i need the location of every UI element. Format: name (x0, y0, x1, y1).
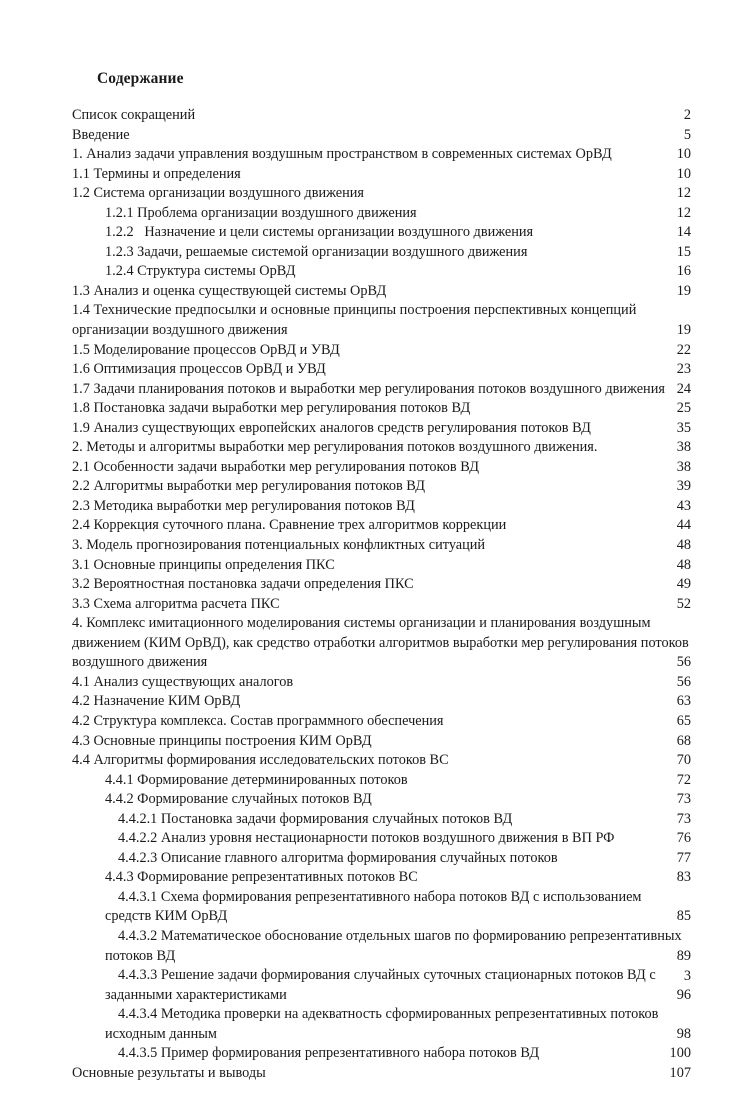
toc-entry-label: 4.1 Анализ существующих аналогов (72, 673, 294, 690)
toc-entry[interactable] (0, 829, 733, 849)
toc-entry[interactable] (0, 516, 733, 536)
toc-entry[interactable] (0, 301, 733, 340)
toc-entry-label: 1.8 Постановка задачи выработки мер регулирования потоков ВД (72, 400, 471, 417)
toc-entry[interactable] (0, 712, 733, 732)
toc-entry-page-number: 44 (676, 517, 691, 534)
toc-entry-label: 1.5 Моделирование процессов ОрВД и УВД (72, 341, 340, 358)
toc-entry-page-number: 39 (676, 478, 691, 495)
toc-entry[interactable] (0, 341, 733, 361)
toc-entry-label: 1. Анализ задачи управления воздушным пространством в современных системах ОрВД (72, 146, 612, 163)
toc-entry-label: 1.9 Анализ существующих европейских аналогов средств регулирования потоков ВД (72, 419, 591, 436)
toc-entry-page-number: 38 (676, 458, 691, 475)
toc-entry-page-number: 83 (676, 869, 691, 886)
toc-entry-page-number: 73 (676, 791, 691, 808)
toc-entry[interactable] (0, 223, 733, 243)
footer-page-number: 3 (683, 968, 691, 984)
toc-entry-page-number: 56 (676, 673, 691, 690)
toc-entry[interactable] (0, 692, 733, 712)
toc-entry[interactable] (0, 790, 733, 810)
toc-entry-label: 4. Комплекс имитационного моделирования системы организации и планирования воздушным движением (КИМ ОрВД), как средство отработки алгоритмов выработки мер регулирования потоков воздушного движения (72, 615, 693, 671)
toc-entry[interactable] (0, 145, 733, 165)
toc-entry-label: 1.2 Система организации воздушного движения (72, 185, 365, 202)
toc-entry[interactable] (0, 556, 733, 576)
toc-entry-page-number: 73 (676, 810, 691, 827)
toc-entry[interactable] (0, 810, 733, 830)
toc-entry-label: 1.1 Термины и определения (72, 165, 241, 182)
toc-entry-label: 4.4.2.1 Постановка задачи формирования случайных потоков ВД (118, 810, 513, 827)
toc-entry-page-number: 19 (676, 322, 691, 339)
page-title: Содержание (97, 70, 184, 87)
toc-entry-page-number: 12 (676, 185, 691, 202)
toc-entry-page-number: 70 (676, 752, 691, 769)
toc-entry[interactable] (0, 575, 733, 595)
toc-entry[interactable] (0, 927, 733, 966)
toc-entry-page-number: 12 (676, 204, 691, 221)
toc-entry[interactable] (0, 732, 733, 752)
toc-entry-page-number: 19 (676, 282, 691, 299)
toc-entry-page-number: 52 (676, 595, 691, 612)
toc-entry-page-number: 10 (676, 165, 691, 182)
toc-entry[interactable] (0, 438, 733, 458)
toc-entry-label: 1.2.2 Назначение и цели системы организации воздушного движения (105, 224, 534, 241)
toc-entry-page-number: 43 (676, 497, 691, 514)
toc-entry-page-number: 98 (676, 1025, 691, 1042)
toc-entry-label: 3.1 Основные принципы определения ПКС (72, 556, 335, 573)
toc-entry-label: 4.4.3.5 Пример формирования репрезентативного набора потоков ВД (118, 1045, 540, 1062)
toc-entry-page-number: 65 (676, 712, 691, 729)
toc-entry-label: 1.6 Оптимизация процессов ОрВД и УВД (72, 361, 326, 378)
toc-entry-page-number: 10 (676, 146, 691, 163)
toc-entry[interactable] (0, 497, 733, 517)
toc-entry-page-number: 63 (676, 693, 691, 710)
toc-entry-label: 1.3 Анализ и оценка существующей системы ОрВД (72, 282, 387, 299)
toc-entry-page-number: 96 (676, 986, 691, 1003)
toc-entry[interactable] (0, 849, 733, 869)
toc-entry[interactable] (0, 1064, 733, 1084)
toc-entry-label: 4.4.2.2 Анализ уровня нестационарности потоков воздушного движения в ВП РФ (118, 830, 615, 847)
toc-entry[interactable] (0, 243, 733, 263)
toc-entry-page-number: 16 (676, 263, 691, 280)
toc-entry[interactable] (0, 282, 733, 302)
toc-entry-label: 4.3 Основные принципы построения КИМ ОрВД (72, 732, 372, 749)
toc-entry-page-number: 15 (676, 243, 691, 260)
toc-entry-label: 4.4.3.1 Схема формирования репрезентативного набора потоков ВД с использованием средств КИМ ОрВД (105, 888, 646, 925)
toc-entry[interactable] (0, 477, 733, 497)
toc-entry-page-number: 24 (676, 380, 691, 397)
toc-entry-label: 2. Методы и алгоритмы выработки мер регулирования потоков воздушного движения. (72, 439, 598, 456)
toc-entry[interactable] (0, 1005, 733, 1044)
toc-entry-label: 3. Модель прогнозирования потенциальных конфликтных ситуаций (72, 537, 486, 554)
toc-entry[interactable] (0, 126, 733, 146)
toc-entry-page-number: 77 (676, 849, 691, 866)
toc-entry[interactable] (0, 360, 733, 380)
toc-entry-page-number: 107 (669, 1064, 691, 1081)
toc-entry-label: 1.7 Задачи планирования потоков и выработки мер регулирования потоков воздушного движения (72, 380, 665, 397)
toc-entry-page-number: 5 (683, 126, 691, 143)
toc-entry-page-number: 22 (676, 341, 691, 358)
toc-entry[interactable] (0, 1044, 733, 1064)
toc-entry-page-number: 56 (676, 654, 691, 671)
toc-entry-label: Список сокращений (72, 107, 196, 123)
toc-entry-page-number: 48 (676, 537, 691, 554)
toc-entry-label: 4.4.2.3 Описание главного алгоритма формирования случайных потоков (118, 849, 558, 866)
toc-entry-label: 1.4 Технические предпосылки и основные принципы построения перспективных концепций организации воздушного движения (72, 302, 640, 339)
toc-entry-label: 3.2 Вероятностная постановка задачи определения ПКС (72, 576, 414, 593)
toc-entry-label: 1.2.3 Задачи, решаемые системой организации воздушного движения (105, 243, 528, 260)
toc-entry-label: Введение (72, 126, 130, 143)
toc-entry-label: 2.2 Алгоритмы выработки мер регулирования потоков ВД (72, 478, 426, 495)
toc-entry-page-number: 2 (683, 107, 691, 123)
toc-entry-label: 2.4 Коррекция суточного плана. Сравнение трех алгоритмов коррекции (72, 517, 507, 534)
toc-entry-page-number: 38 (676, 439, 691, 456)
toc-entry-page-number: 89 (676, 947, 691, 964)
toc-entry-label: 1.2.4 Структура системы ОрВД (105, 263, 296, 280)
toc-entry-label: 4.2 Назначение КИМ ОрВД (72, 693, 241, 710)
table-of-contents (0, 106, 733, 1083)
toc-entry-page-number: 14 (676, 224, 691, 241)
toc-entry[interactable] (0, 262, 733, 282)
toc-entry-label: 4.2 Структура комплекса. Состав программного обеспечения (72, 712, 444, 729)
toc-entry-label: 2.1 Особенности задачи выработки мер регулирования потоков ВД (72, 458, 479, 475)
toc-entry[interactable] (0, 204, 733, 224)
toc-entry[interactable] (0, 458, 733, 478)
toc-entry[interactable] (0, 868, 733, 888)
toc-entry-page-number: 49 (676, 576, 691, 593)
toc-entry-page-number: 100 (669, 1045, 691, 1062)
toc-entry[interactable] (0, 380, 733, 400)
toc-entry-label: 2.3 Методика выработки мер регулирования потоков ВД (72, 497, 415, 514)
toc-entry-label: 1.2.1 Проблема организации воздушного движения (105, 204, 417, 221)
toc-entry-label: 4.4.1 Формирование детерминированных потоков (105, 771, 408, 788)
toc-entry-label: 4.4.3.2 Математическое обоснование отдельных шагов по формированию репрезентативных потоков ВД (105, 927, 686, 964)
toc-entry-page-number: 48 (676, 556, 691, 573)
toc-entry-page-number: 35 (676, 419, 691, 436)
toc-entry-label: Основные результаты и выводы (72, 1064, 266, 1081)
toc-entry[interactable] (0, 165, 733, 185)
toc-entry-label: 3.3 Схема алгоритма расчета ПКС (72, 595, 280, 612)
toc-entry-label: 4.4.2 Формирование случайных потоков ВД (105, 791, 372, 808)
toc-entry[interactable] (0, 673, 733, 693)
toc-entry-label: 4.4 Алгоритмы формирования исследовательских потоков ВС (72, 752, 449, 769)
toc-entry[interactable] (0, 614, 733, 673)
toc-entry-label: 4.4.3 Формирование репрезентативных потоков ВС (105, 869, 418, 886)
toc-entry[interactable] (0, 184, 733, 204)
toc-entry[interactable] (0, 771, 733, 791)
toc-entry-page-number: 23 (676, 361, 691, 378)
toc-entry[interactable] (0, 399, 733, 419)
toc-entry-label: 4.4.3.4 Методика проверки на адекватность сформированных репрезентативных потоков исходным данным (105, 1006, 662, 1042)
toc-entry[interactable] (0, 751, 733, 771)
toc-entry[interactable] (0, 536, 733, 556)
toc-entry-label: 4.4.3.3 Решение задачи формирования случайных суточных стационарных потоков ВД с заданными характеристиками (105, 967, 660, 1003)
toc-entry-page-number: 25 (676, 400, 691, 417)
toc-entry-page-number: 68 (676, 732, 691, 749)
toc-entry[interactable] (0, 888, 733, 927)
toc-entry[interactable] (0, 595, 733, 615)
toc-entry-page-number: 76 (676, 830, 691, 847)
toc-entry-page-number: 85 (676, 908, 691, 925)
toc-entry-page-number: 72 (676, 771, 691, 788)
toc-entry[interactable] (0, 419, 733, 439)
toc-entry[interactable] (0, 106, 733, 126)
